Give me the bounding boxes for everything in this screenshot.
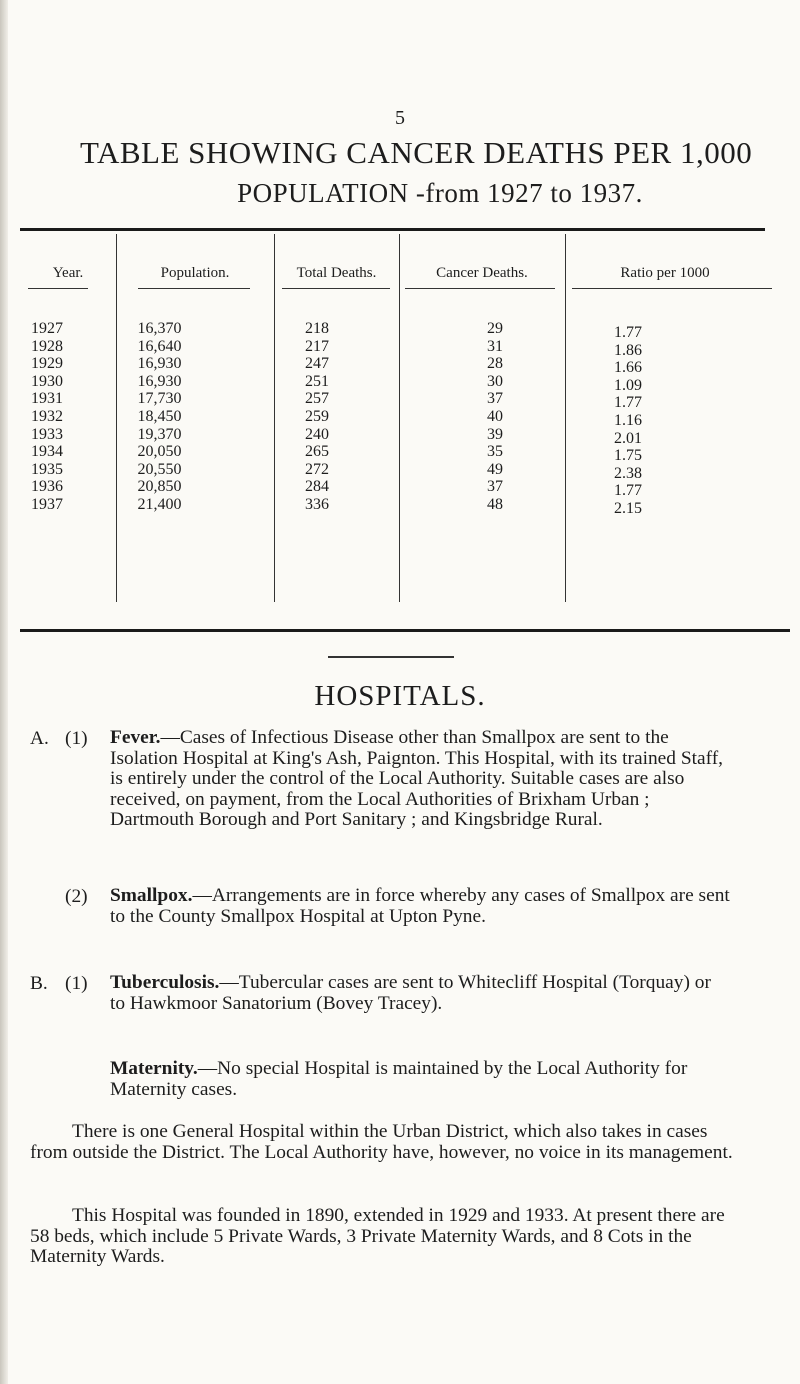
tuberculosis-title: Tuberculosis. xyxy=(110,972,220,993)
tuberculosis-text: —Tubercular cases are sent to Whitecliff Hospital (Torquay) or to Hawkmoor Sanatorium (Bovey Tracey). xyxy=(110,972,711,1014)
table-cell: 2.01 xyxy=(614,429,642,447)
table-cell: 30 xyxy=(487,372,503,390)
table-cell: 16,640 xyxy=(137,337,182,355)
table-cell: 1.77 xyxy=(614,482,642,500)
table-cell: 29 xyxy=(487,320,503,337)
table-cell: 1.66 xyxy=(614,359,642,377)
table-cell: 20,550 xyxy=(137,460,182,478)
table-cell: 1937 xyxy=(31,495,63,513)
table-cell: 40 xyxy=(487,407,503,425)
table-cell: 37 xyxy=(487,478,503,496)
maternity-paragraph xyxy=(110,1059,730,1100)
table-cell: 1.75 xyxy=(614,447,642,465)
ratio-column xyxy=(593,324,663,518)
item-number: (1) xyxy=(65,728,88,749)
table-cell: 20,850 xyxy=(137,478,182,496)
table-cell: 1927 xyxy=(31,320,63,337)
table-cell: 1931 xyxy=(31,390,63,408)
header-underline xyxy=(282,288,390,289)
column-divider xyxy=(399,234,400,602)
section-label-a: A. xyxy=(30,728,49,749)
table-cell: 251 xyxy=(305,372,329,390)
header-underline xyxy=(405,288,555,289)
table-top-rule xyxy=(20,228,765,231)
header-underline xyxy=(138,288,250,289)
section-divider xyxy=(328,656,454,658)
table-cell: 247 xyxy=(305,355,329,373)
table-cell: 28 xyxy=(487,355,503,373)
smallpox-title: Smallpox. xyxy=(110,885,193,906)
maternity-text: —No special Hospital is maintained by the Local Authority for Maternity cases. xyxy=(110,1058,688,1100)
maternity-title: Maternity. xyxy=(110,1058,198,1079)
table-cell: 217 xyxy=(305,337,329,355)
table-cell: 284 xyxy=(305,478,329,496)
founding-paragraph: This Hospital was founded in 1890, extended in 1929 and 1933. At present there are 58 beds, which include 5 Private Wards, 3 Private Maternity Wards, and 8 Cots in the Maternity Wards. xyxy=(30,1205,725,1267)
section-label-b: B. xyxy=(30,973,48,994)
table-cell: 1.16 xyxy=(614,411,642,429)
table-cell: 218 xyxy=(305,320,329,337)
header-ratio: Ratio per 1000 xyxy=(620,265,710,281)
table-cell: 240 xyxy=(305,425,329,443)
table-cell: 1.77 xyxy=(614,394,642,412)
table-cell: 1930 xyxy=(31,372,63,390)
fever-text: —Cases of Infectious Disease other than Smallpox are sent to the Isolation Hospital at King's Ash, Paignton. This Hospital, with its trained Staff, is entirely under the control of the Local Authority. Suitable cases are also received, on payment, from the Local Authorities of Brixham Urban ; Dartmouth Borough and Port Sanitary ; and Kingsbridge Rural. xyxy=(110,727,724,830)
cancer-deaths-column xyxy=(465,320,525,514)
table-cell: 257 xyxy=(305,390,329,408)
table-cell: 17,730 xyxy=(137,390,182,408)
table-cell: 1.86 xyxy=(614,341,642,359)
table-cell: 20,050 xyxy=(137,443,182,461)
fever-title: Fever. xyxy=(110,727,161,748)
population-column xyxy=(112,320,207,514)
table-cell: 265 xyxy=(305,443,329,461)
table-cell: 16,930 xyxy=(137,372,182,390)
table-cell: 1934 xyxy=(31,443,63,461)
column-divider xyxy=(274,234,275,602)
smallpox-text: —Arrangements are in force whereby any cases of Smallpox are sent to the County Smallpox Hospital at Upton Pyne. xyxy=(110,885,730,927)
table-cell: 16,930 xyxy=(137,355,182,373)
table-cell: 259 xyxy=(305,407,329,425)
hospitals-heading: HOSPITALS. xyxy=(314,680,486,712)
page-number: 5 xyxy=(395,107,405,129)
table-cell: 18,450 xyxy=(137,407,182,425)
table-cell: 272 xyxy=(305,460,329,478)
fever-paragraph xyxy=(110,728,730,831)
table-cell: 1929 xyxy=(31,355,63,373)
header-population: Population. xyxy=(160,265,230,281)
table-cell: 37 xyxy=(487,390,503,408)
table-cell: 39 xyxy=(487,425,503,443)
table-cell: 48 xyxy=(487,495,503,513)
column-divider xyxy=(565,234,566,602)
header-cancer-deaths: Cancer Deaths. xyxy=(436,265,528,281)
table-cell: 1935 xyxy=(31,460,63,478)
table-cell: 336 xyxy=(305,495,329,513)
table-cell: 19,370 xyxy=(137,425,182,443)
header-underline xyxy=(28,288,88,289)
header-year: Year. xyxy=(52,265,84,281)
header-underline xyxy=(572,288,772,289)
cancer-deaths-table xyxy=(20,228,790,630)
table-cell: 2.15 xyxy=(614,499,642,517)
table-cell: 1933 xyxy=(31,425,63,443)
table-cell: 49 xyxy=(487,460,503,478)
smallpox-paragraph xyxy=(110,886,730,927)
tuberculosis-paragraph xyxy=(110,973,730,1014)
table-cell: 1936 xyxy=(31,478,63,496)
year-column xyxy=(31,320,76,514)
table-cell: 1.09 xyxy=(614,376,642,394)
table-cell: 2.38 xyxy=(614,464,642,482)
table-cell: 21,400 xyxy=(137,495,182,513)
header-total-deaths: Total Deaths. xyxy=(296,265,377,281)
table-cell: 1928 xyxy=(31,337,63,355)
table-title: TABLE SHOWING CANCER DEATHS PER 1,000 xyxy=(80,135,753,170)
general-hospital-paragraph: There is one General Hospital within the Urban District, which also takes in cases from outside the District. The Local Authority have, however, no voice in its management. xyxy=(30,1121,733,1163)
table-cell: 16,370 xyxy=(137,320,182,337)
table-cell: 35 xyxy=(487,443,503,461)
total-deaths-column xyxy=(282,320,352,514)
table-cell: 1.77 xyxy=(614,324,642,341)
item-number: (2) xyxy=(65,886,88,907)
table-subtitle: POPULATION -from 1927 to 1937. xyxy=(237,178,643,208)
table-bottom-rule xyxy=(20,629,790,632)
item-number: (1) xyxy=(65,973,88,994)
table-cell: 31 xyxy=(487,337,503,355)
table-cell: 1932 xyxy=(31,407,63,425)
